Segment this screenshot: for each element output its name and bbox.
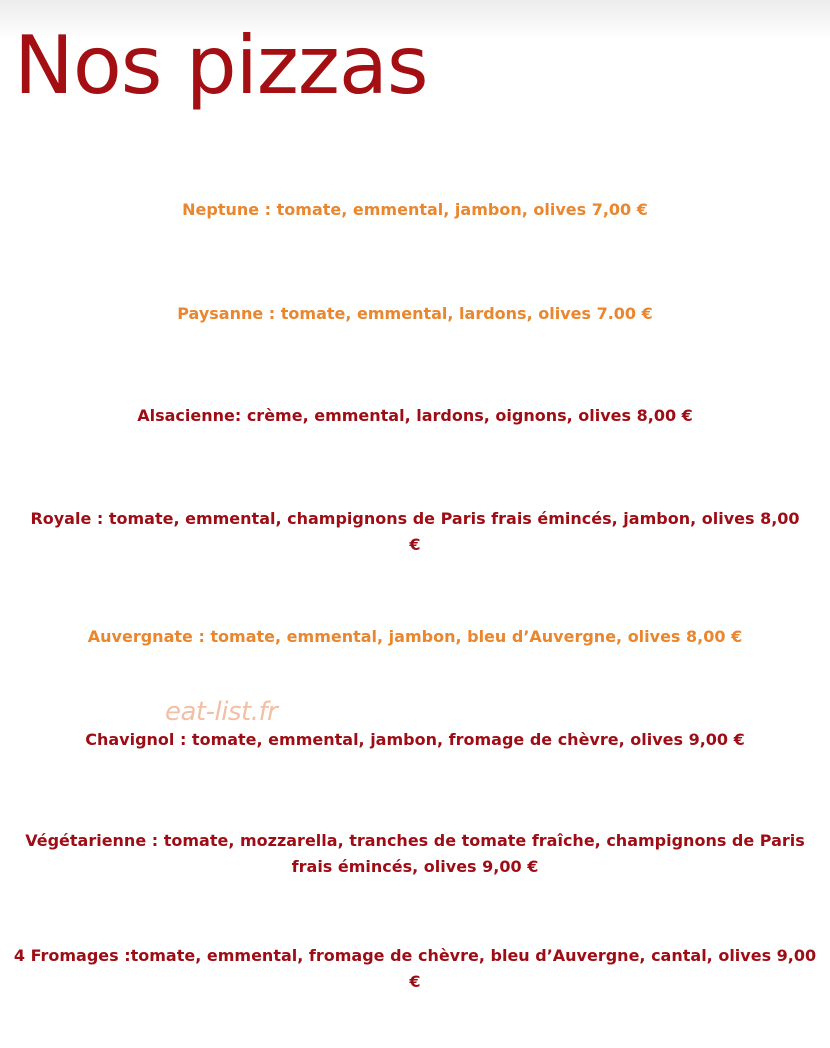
menu-item-alsacienne: Alsacienne: crème, emmental, lardons, oignons, olives 8,00 €	[137, 406, 693, 425]
menu-item-neptune: Neptune : tomate, emmental, jambon, olives 7,00 €	[182, 200, 648, 219]
menu-item-chavignol: Chavignol : tomate, emmental, jambon, fromage de chèvre, olives 9,00 €	[85, 730, 745, 749]
page-title: Nos pizzas	[14, 19, 428, 112]
watermark: eat-list.fr	[165, 697, 278, 727]
menu-item-paysanne: Paysanne : tomate, emmental, lardons, olives 7.00 €	[177, 304, 653, 323]
menu-item-vegetarienne: Végétarienne : tomate, mozzarella, tranches de tomate fraîche, champignons de Paris frais émincés, olives 9,00 €	[25, 831, 805, 876]
menu-item-auvergnate: Auvergnate : tomate, emmental, jambon, bleu d’Auvergne, olives 8,00 €	[87, 627, 743, 646]
menu-item-4-fromages: 4 Fromages :tomate, emmental, fromage de chèvre, bleu d’Auvergne, cantal, olives 9,00 €	[13, 946, 817, 991]
menu-item-royale: Royale : tomate, emmental, champignons de Paris frais émincés, jambon, olives 8,00 €	[30, 509, 800, 554]
